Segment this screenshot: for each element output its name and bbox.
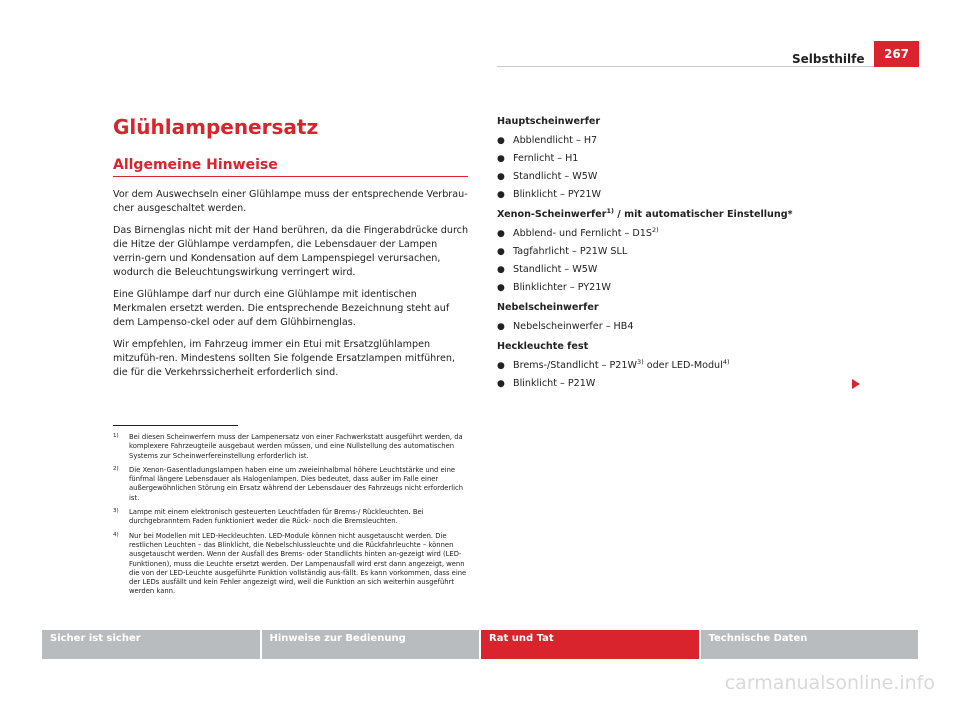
body-text <box>113 188 469 388</box>
footnote-rule <box>113 425 238 426</box>
list-item <box>497 170 827 184</box>
bullet-icon: ● <box>497 190 505 200</box>
bullet-icon: ● <box>497 265 505 275</box>
list-item <box>497 359 827 373</box>
list-item-text: Blinklicht – PY21W <box>513 189 602 200</box>
bullet-icon: ● <box>497 229 505 239</box>
paragraph: Eine Glühlampe darf nur durch eine Glühlampe mit identischen Merkmalen ersetzt werden. Die entsprechende Bezeichnung steht auf dem Lampenso-ckel oder auf dem Glühbirnenglas. <box>113 289 450 328</box>
tab-sicher-ist-sicher[interactable]: Sicher ist sicher <box>42 630 260 659</box>
list-item-text: Abblend- und Fernlicht – D1S <box>513 228 652 239</box>
bullet-icon: ● <box>497 136 505 146</box>
footnote-number: 3) <box>113 508 119 515</box>
list-item-text: Fernlicht – H1 <box>513 153 579 164</box>
list-item-text: Tagfahrlicht – P21W SLL <box>513 246 628 257</box>
footnote-ref: 1) <box>606 206 614 215</box>
section-title: Selbsthilfe <box>792 52 865 66</box>
list-item-text: Brems-/Standlicht – P21W <box>513 360 637 371</box>
group-title-text: / mit automatischer Einstellung* <box>613 209 793 220</box>
list-item-text: Blinklicht – P21W <box>513 378 596 389</box>
list-heck <box>497 359 827 391</box>
group-title-xenon <box>497 208 827 222</box>
lamp-list <box>497 115 827 397</box>
tab-hinweise-zur-bedienung[interactable]: Hinweise zur Bedienung <box>262 630 480 659</box>
header-rule <box>497 66 917 67</box>
list-item-text: Nebelscheinwerfer – HB4 <box>513 321 634 332</box>
list-item <box>497 281 827 295</box>
chapter-tabs <box>42 630 918 659</box>
group-title-heck: Heckleuchte fest <box>497 341 589 352</box>
footnotes <box>113 433 469 602</box>
bullet-icon: ● <box>497 247 505 257</box>
paragraph: Das Birnenglas nicht mit der Hand berühren, da die Fingerabdrücke durch die Hitze der Glühlampe verdampfen, die Lebensdauer der Lampen verrin-gern und Kondensation auf dem Lampenspiegel verursachen, wodurch die Beleuchtungswirkung verringert wird. <box>113 225 469 278</box>
footnote-ref: 4) <box>722 357 730 366</box>
bullet-icon: ● <box>497 154 505 164</box>
list-haupt <box>497 134 827 202</box>
list-item-text: Standlicht – W5W <box>513 264 598 275</box>
list-item-text: Blinklichter – PY21W <box>513 282 611 293</box>
heading-rule <box>113 176 468 177</box>
paragraph: Vor dem Auswechseln einer Glühlampe muss der entsprechende Verbrau-cher ausgeschaltet werden. <box>113 189 468 214</box>
footnote-text: Nur bei Modellen mit LED-Heckleuchten. LED-Module können nicht ausgetauscht werden. Die restlichen Leuchten – das Blinklicht, die Nebelschlussleuchte und die Rückfahrleuchte – können ausgetauscht werden. Wenn der Ausfall des Brems- oder Standlichts hinten an-gezeigt wird (LED-Funktionen), muss die Leuchte ersetzt werden. Der Lampenausfall wird erst dann angezeigt, wenn die von der LED-Leuchte ausgeführte Funktion vollständig aus-fällt. Es kann vorkommen, dass eine der LEDs ausfällt und kein Fehler angezeigt wird, weil die Funktion an sich weiterhin ausgeführt werden kann. <box>129 531 467 596</box>
bullet-icon: ● <box>497 322 505 332</box>
watermark: carmanualsonline.info <box>724 672 935 694</box>
group-title-text: Xenon-Scheinwerfer <box>497 209 607 220</box>
footnote-ref: 2) <box>651 225 659 234</box>
footnote <box>113 508 469 527</box>
list-item <box>497 188 827 202</box>
list-xenon <box>497 227 827 295</box>
list-nebel <box>497 320 827 334</box>
group-title-haupt: Hauptscheinwerfer <box>497 116 601 127</box>
bullet-icon: ● <box>497 361 505 371</box>
bullet-icon: ● <box>497 283 505 293</box>
list-item <box>497 245 827 259</box>
footnote-text: Bei diesen Scheinwerfern muss der Lampenersatz von einer Fachwerkstatt ausgeführt werden, da komplexere Fahrzeugteile ausgebaut werden müssen, und eine Nullstellung des automatischen Systems zur Scheinwerfereinstellung erforderlich ist. <box>129 433 463 460</box>
footnote-number: 1) <box>113 433 119 439</box>
page-number: 267 <box>874 41 919 67</box>
list-item <box>497 263 827 277</box>
bullet-icon: ● <box>497 379 505 389</box>
footnote <box>113 466 469 503</box>
footnote-number: 4) <box>113 531 119 538</box>
tab-technische-daten[interactable]: Technische Daten <box>701 630 919 659</box>
list-item <box>497 320 827 334</box>
list-item-text: Abblendlicht – H7 <box>513 135 598 146</box>
footnote-ref: 3) <box>636 357 644 366</box>
footnote-text: Lampe mit einem elektronisch gesteuerten Leuchtfaden für Brems-/ Rückleuchten. Bei durchgebranntem Faden funktioniert weder die Rück- noch die Bremsleuchten. <box>129 508 424 526</box>
list-item <box>497 377 827 391</box>
list-item <box>497 227 827 241</box>
list-item-text: oder LED-Modul <box>643 360 723 371</box>
bullet-icon: ● <box>497 172 505 182</box>
page-title: Glühlampenersatz <box>113 115 319 139</box>
list-item-text: Standlicht – W5W <box>513 171 598 182</box>
tab-rat-und-tat[interactable]: Rat und Tat <box>481 630 699 659</box>
footnote-text: Die Xenon-Gasentladungslampen haben eine um zweieinhalbmal höhere Leuchtstärke und eine fünfmal längere Lebensdauer als Halogenlampen. Dies bedeutet, dass außer im Falle einer außergewöhnlichen Störung ein Ersatz während der Lebensdauer des Fahrzeugs nicht erforderlich ist. <box>129 465 464 502</box>
footnote <box>113 433 469 461</box>
group-title-nebel: Nebelscheinwerfer <box>497 302 599 313</box>
paragraph: Wir empfehlen, im Fahrzeug immer ein Etui mit Ersatzglühlampen mitzufüh-ren. Mindestens sollten Sie folgende Ersatzlampen mitführen, die für die Verkehrssicherheit erforderlich sind. <box>113 339 456 378</box>
continue-arrow-icon <box>852 379 860 389</box>
footnote <box>113 532 469 597</box>
list-item <box>497 134 827 148</box>
footnote-number: 2) <box>113 465 119 472</box>
section-heading: Allgemeine Hinweise <box>113 157 278 173</box>
list-item <box>497 152 827 166</box>
